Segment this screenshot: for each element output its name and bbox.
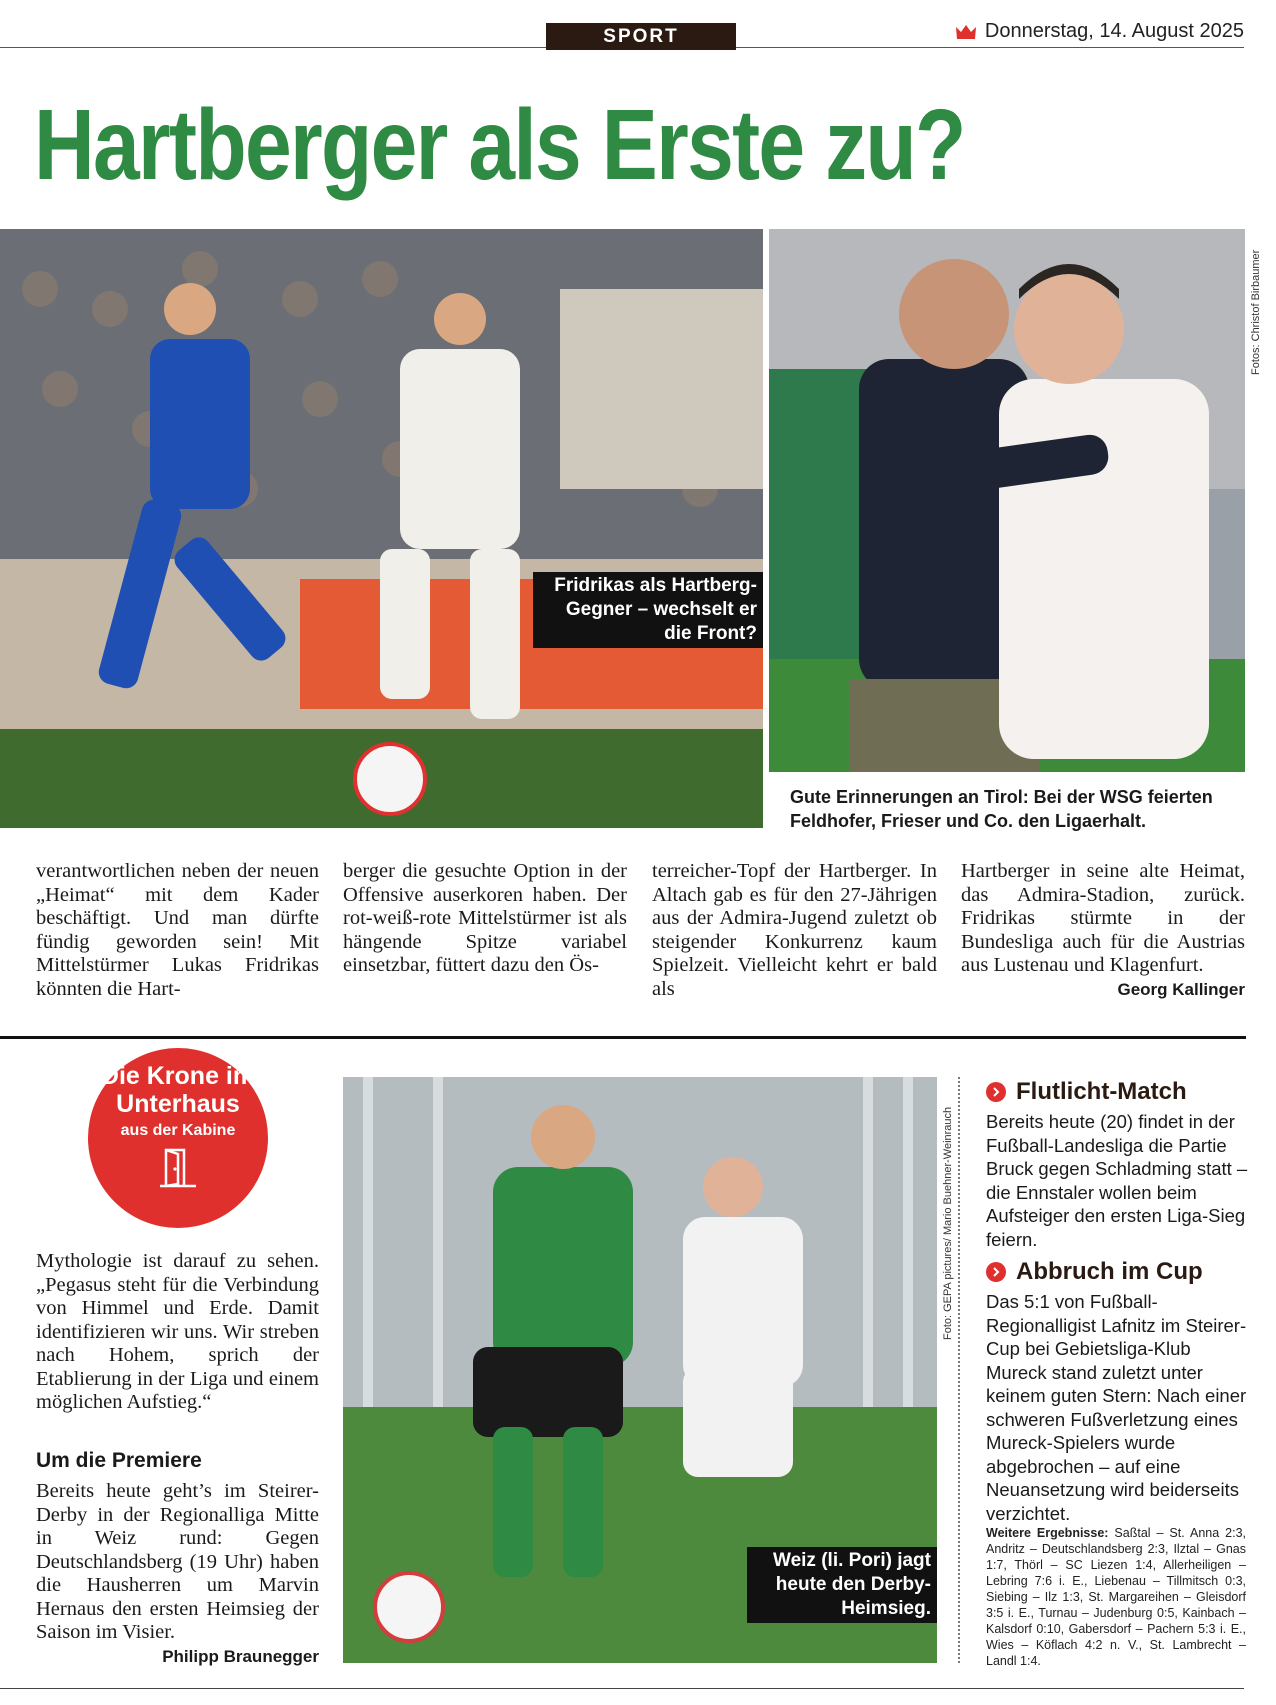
article-column-4-text: Hartberger in seine alte Heimat, das Admira-Stadion, zurück. Fridrikas stürmte in der Bundesliga auch für die Austrias aus Lustenau und Klagenfurt. (961, 860, 1245, 976)
article-author: Georg Kallinger (1117, 979, 1245, 999)
subheading-premiere: Um die Premiere (36, 1449, 202, 1472)
article-column-1: verantwortlichen neben der neuen „Heimat“ mit dem Kader beschäftigt. Und man dürfte fündig geworden sein! Mit Mittelstürmer Lukas Fridrikas könnten die Hart- (36, 860, 319, 1000)
bottom-photo-credit: Foto: GEPA pictures/ Mario Buehner-Weinrauch (942, 1106, 954, 1340)
abbruch-text: Das 5:1 von Fußball-Regionalligist Lafnitz im Steirer-Cup bei Gebietsliga-Klub Mureck stand zuletzt unter keinem guten Stern: Nach einer schweren Fußverletzung eines Mureck-Spielers wurde abgebrochen – auf eine Neuansetzung wird beiderseits verzichtet. (986, 1291, 1247, 1524)
flutlicht-heading (986, 1078, 1248, 1106)
badge-title: Die Krone im Unterhaus (100, 1062, 256, 1118)
photo1-caption: Fridrikas als Hartberg-Gegner – wechselt er die Front? (533, 572, 763, 648)
celebration-photo (769, 229, 1245, 772)
chevron-right-icon (986, 1262, 1006, 1282)
abbruch-item (986, 1258, 1248, 1525)
badge-subtitle: aus der Kabine (120, 1122, 236, 1139)
crown-icon (955, 23, 977, 41)
results-label: Weitere Ergebnisse: (986, 1526, 1109, 1540)
lower-left-author: Philipp Braunegger (162, 1646, 319, 1666)
section-label: SPORT (546, 23, 736, 50)
flutlicht-title: Flutlicht-Match (1016, 1078, 1187, 1105)
abbruch-heading (986, 1258, 1248, 1286)
photo3-caption: Weiz (li. Pori) jagt heute den Derby-Heimsieg. (747, 1547, 937, 1623)
section-divider (0, 1036, 1246, 1039)
chevron-right-icon (986, 1082, 1006, 1102)
krone-unterhaus-badge (88, 1048, 268, 1228)
issue-date: Donnerstag, 14. August 2025 (984, 20, 1244, 42)
photo2-caption: Gute Erinnerungen an Tirol: Bei der WSG feierten Feldhofer, Frieser und Co. den Ligaerhalt. (790, 787, 1213, 831)
headline: Hartberger als Erste zu? (34, 89, 965, 201)
lower-left-text-1: Mythologie ist darauf zu sehen. „Pegasus steht für die Verbindung von Himmel und Erde. Damit identifizieren wir uns. Wir streben nach Hohem, sprich der Etablierung in der Liga und einem möglichen Aufstieg.“ (36, 1250, 319, 1413)
flutlicht-item (986, 1078, 1248, 1251)
flutlicht-text: Bereits heute (20) findet in der Fußball-Landesliga die Partie Bruck gegen Schladming statt – die Ennstaler wollen beim Aufsteiger den ersten Liga-Sieg feiern. (986, 1111, 1248, 1250)
top-photo-credit: Fotos: Christof Birbaumer (1250, 249, 1262, 375)
lower-left-text-2 (36, 1480, 319, 1668)
lower-left-text-2-body: Bereits heute geht’s im Steirer-Derby in der Regionalliga Mitte in Weiz rund: Gegen Deutschlandsberg (19 Uhr) haben die Hausherren um Marvin Hernaus den ersten Heimsieg der Saison im Visier. (36, 1480, 319, 1643)
article-column-2: berger die gesuchte Option in der Offensive auserkoren haben. Der rot-weiß-rote Mittelstürmer ist als hängende Spitze variabel einsetzbar, füttert dazu den Ös- (343, 860, 627, 976)
bottom-rule (0, 1688, 1244, 1689)
door-icon (158, 1146, 198, 1188)
column-separator (958, 1077, 960, 1663)
abbruch-title: Abbruch im Cup (1016, 1258, 1203, 1285)
further-results (986, 1525, 1246, 1669)
article-column-3: terreicher-Topf der Hartberger. In Altach gab es für den 27-Jährigen aus der Admira-Jugend zuletzt ob steigender Konkurrenz kaum Spielzeit. Vielleicht kehrt er bald als (652, 860, 937, 1000)
results-list: Saßtal – St. Anna 2:3, Andritz – Deutschlandsberg 2:3, Ilztal – Gnas 1:7, Thörl – SC Liezen 1:4, Allerheiligen – Lebring 7:6 i. E., Liebenau – Tillmitsch 0:3, Siebing – Ilz 1:3, St. Margareihen – Gleisdorf 3:5 i. E., Turnau – Judenburg 0:5, Kainbach – Kalsdorf 0:10, Gabersdorf – Pachern 5:3 i. E., Wies – Köflach 4:2 n. V., St. Lambrecht – Landl 1:4. (986, 1526, 1246, 1668)
article-column-4 (961, 860, 1245, 1001)
match-photo-fridrikas (0, 229, 763, 828)
dateline (955, 20, 1244, 43)
